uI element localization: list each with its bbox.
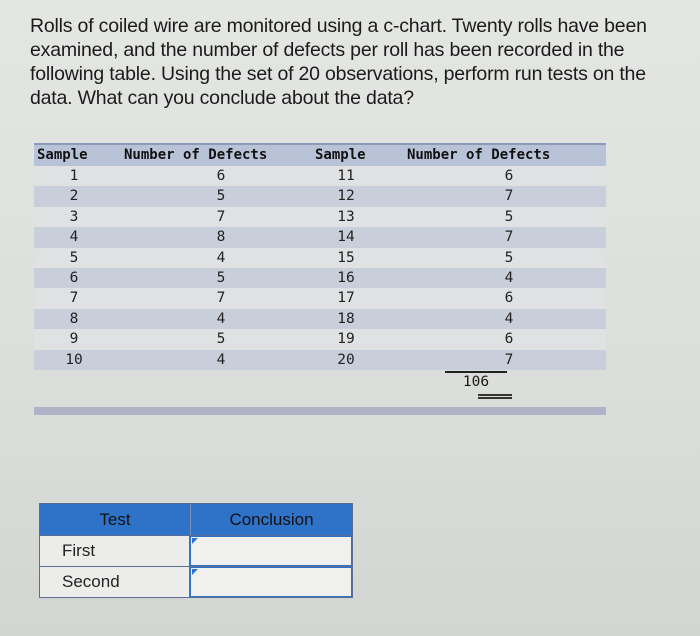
table-footer-bar (34, 407, 606, 415)
sample-cell: 12 (337, 188, 355, 205)
sample-cell: 17 (337, 290, 355, 307)
input-border (190, 536, 352, 566)
answer-table (39, 503, 353, 598)
table-row (34, 186, 606, 206)
defects-cell: 4 (504, 269, 514, 286)
conclusion-select-first[interactable] (190, 536, 352, 566)
defects-cell: 7 (504, 229, 514, 246)
dropdown-marker-icon (192, 538, 198, 544)
table-row (34, 268, 606, 288)
table-body (34, 166, 606, 370)
defects-cell: 4 (216, 351, 226, 368)
sample-cell: 11 (337, 168, 355, 184)
test-label-second: Second (40, 567, 190, 597)
defects-cell: 7 (216, 208, 226, 225)
defects-cell: 4 (216, 310, 226, 327)
sample-cell: 18 (337, 310, 355, 327)
total-rule (445, 371, 507, 373)
header-conclusion: Conclusion (229, 509, 314, 529)
conclusion-select-second[interactable] (190, 567, 352, 597)
sample-cell: 5 (69, 249, 79, 266)
table-header (34, 143, 606, 166)
table-row (34, 248, 606, 268)
defects-cell: 7 (504, 188, 514, 205)
table-row (34, 288, 606, 308)
sample-cell: 16 (337, 269, 355, 286)
defects-cell: 6 (504, 168, 514, 184)
total-value: 106 (462, 374, 490, 390)
defects-cell: 5 (504, 208, 514, 225)
sample-cell: 1 (69, 168, 79, 184)
defects-cell: 5 (216, 188, 226, 205)
table-row (34, 227, 606, 247)
sample-cell: 3 (69, 208, 79, 225)
table-row (34, 166, 606, 186)
sample-cell: 13 (337, 208, 355, 225)
sample-cell: 4 (69, 229, 79, 246)
answer-table-header (40, 504, 352, 535)
defects-cell: 6 (216, 168, 226, 184)
answer-row-first (40, 535, 352, 566)
defects-cell: 7 (504, 351, 514, 368)
table-row (34, 309, 606, 329)
sample-cell: 9 (69, 331, 79, 348)
sample-cell: 19 (337, 331, 355, 348)
header-sample-1: Sample (37, 147, 88, 163)
question-text: Rolls of coiled wire are monitored using a c-chart. Twenty rolls have been examined, and the number of defects per roll has been recorded in the following table. Using the set of 20 observations, perform run tests on the data. What can you conclude about the data? (30, 15, 647, 109)
table-row (34, 350, 606, 370)
table-row (34, 329, 606, 349)
sample-cell: 7 (69, 290, 79, 307)
dropdown-marker-icon (192, 569, 198, 575)
header-defects-1: Number of Defects (124, 147, 268, 163)
defects-cell: 8 (216, 229, 226, 246)
test-label-first: First (40, 536, 190, 566)
answer-row-second (40, 566, 352, 597)
defects-cell: 6 (504, 331, 514, 348)
sample-cell: 6 (69, 269, 79, 286)
header-test: Test (40, 504, 191, 535)
defects-cell: 4 (216, 249, 226, 266)
defects-cell: 6 (504, 290, 514, 307)
defects-cell: 7 (216, 290, 226, 307)
sample-cell: 8 (69, 310, 79, 327)
sample-cell: 14 (337, 229, 355, 246)
sample-cell: 2 (69, 188, 79, 205)
header-sample-2: Sample (315, 147, 366, 163)
defects-table (34, 143, 606, 370)
defects-cell: 5 (216, 269, 226, 286)
sample-cell: 20 (337, 351, 355, 368)
defects-cell: 5 (216, 331, 226, 348)
table-row (34, 207, 606, 227)
defects-cell: 4 (504, 310, 514, 327)
header-defects-2: Number of Defects (407, 147, 551, 163)
sample-cell: 15 (337, 249, 355, 266)
input-border (190, 567, 352, 597)
sample-cell: 10 (65, 351, 83, 368)
double-rule-bottom (478, 397, 512, 399)
defects-cell: 5 (504, 249, 514, 266)
double-rule-top (478, 394, 512, 396)
